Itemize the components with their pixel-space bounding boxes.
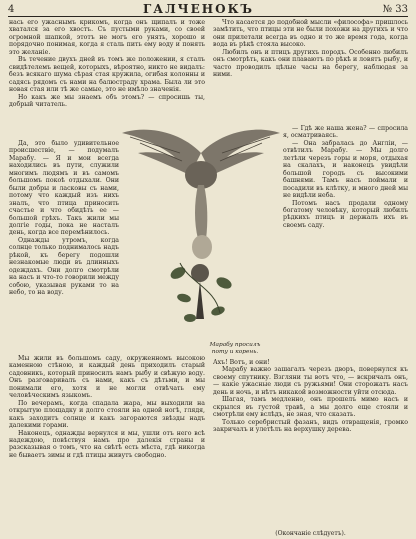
paragraph: — Она забралась до Англіи, — отвѣтилъ Марабу. — Мы долго летѣли черезъ горы и моря, отдыхая на скалахъ, и наконецъ увидѣли большой городъ съ высокими башнями. Тамъ насъ поймали и посадили въ клѣтку, и много дней мы не видѣли неба. (283, 139, 408, 200)
paragraph: Да, это было удивительное происшествіе, — подумалъ Марабу. — Я и мои всегда находились въ пути, служили многимъ людямъ и въ самомъ большомъ покоѣ отдыхали. Они были добры и ласковы съ нами, потому что каждый изъ нихъ зналъ, что птица приносить счастье и что обидѣть ее — большой грѣхъ. Такъ жили мы долгіе годы, пока не насталъ день, когда все перемѣнилось. (9, 140, 119, 237)
page-header (8, 2, 408, 16)
paragraph: По вечерамъ, когда спадала жара, мы выходили на открытую площадку и долго стояли на одной ногѣ, глядя, какъ заходитъ солнце и какъ загораются звѣзды надъ далекими горами. (9, 399, 205, 430)
paragraph: Любилъ онъ и птицъ другихъ породъ. Особенно любилъ онъ смотрѣть, какъ они плаваютъ по рѣкѣ и ловятъ рыбу, и часто проводилъ цѣлые часы на берегу, наблюдая за ними. (213, 48, 408, 79)
paragraph: Марабу важно зашагалъ черезъ дворъ, повернулся къ своему спутнику. Взгляни ты вотъ что, — вскричалъ онъ, — какіе ужасные люди съ ружьями! Они сторожатъ насъ день и ночь, и нѣтъ никакой возможности уйти отсюда. (213, 366, 408, 396)
paragraph: — Гдѣ же наша жена? — спросила я, осматриваясь. (283, 125, 408, 140)
column-right-bottom (213, 359, 408, 531)
column-left-middle (9, 140, 119, 353)
paragraph: Однажды утромъ, когда солнце только поднималось надъ рѣкой, къ берегу подошли незнакомые люди въ длинныхъ одеждахъ. Они долго смотрѣли на насъ и что-то говорили между собою, указывая руками то на небо, то на воду. (9, 236, 119, 297)
paragraph: нась его ужаснымъ крикомъ, когда онъ щипалъ и тоже хватался за его хвостъ. Съ пустыми руками, со своей огромной шапкой, этотъ не могъ его унять, хорошо и порядочно понимая, когда я сталь пить ему воду и понять это желаніе. (9, 19, 205, 56)
figure-caption: Марабу просилъ поту и корень. (209, 342, 261, 355)
column-left-top (9, 19, 205, 139)
paragraph: Потомъ насъ продали одному богатому человѣку, который любилъ рѣдкихъ птицъ и держалъ ихъ въ своемъ саду. (283, 199, 408, 229)
column-right-top (213, 19, 408, 123)
paragraph: Только серебристый фазанъ, видъ отвращенія, громко закричалъ и улетѣлъ на верхушку дерева. (213, 418, 408, 434)
page-number: 4 (8, 3, 15, 15)
paragraph: Наконецъ, однажды вернулся и мы, ушли отъ него всѣ надеждою, повѣствуя намъ про далекія страны и разсказывая о томъ, что на свѣтѣ есть мѣста, гдѣ никогда не бываетъ зимы и гдѣ птицы живутъ свободно. (9, 429, 205, 459)
column-left-bottom (9, 355, 205, 531)
marabou-illustration (120, 123, 282, 333)
issue-number: № 33 (382, 3, 408, 15)
paragraph: Что касается до подобной мысли «философа» пришлось замѣтить, что птицы эти не были похожи на другихъ и что они прилетали всегда въ одно и то же время года, когда вода въ рѣкѣ стояла высоко. (213, 19, 408, 49)
paragraph: Но какъ же мы знаемъ объ этомъ? — спросишь ты, добрый читатель. (9, 93, 205, 108)
continuation-note: (Окончаніе слѣдуетъ). (275, 530, 346, 537)
magazine-title: ГАЛЧЕНОКЪ (143, 2, 254, 16)
paragraph: Ахъ! Вотъ, и они! (213, 359, 270, 366)
paragraph: Въ течение двухъ дней въ томъ же положении, я сталъ свидѣтелемъ вещей, которыхъ, вѣроятно, никто не видалъ: безъ всякаго шума сѣрая стая кружила, огибая колонны и садясь рядомъ съ нами на балюстраду храма. Была ли это новая стая или тѣ же самые, это не имѣло значенія. (9, 56, 205, 94)
column-right-middle (283, 125, 408, 357)
paragraph: Мы жили въ большомъ саду, окруженномъ высокою каменною стѣною, и каждый день приходилъ старый садовникъ, который приносилъ намъ рыбу и свѣжую воду. Онъ разговаривалъ съ нами, какъ съ дѣтьми, и мы понимали его, хотя и не могли отвѣчать ему человѣческимъ языкомъ. (9, 355, 205, 400)
paragraph: Шагая, тамъ медленно, онъ прошелъ мимо насъ и скрылся въ густой травѣ, а мы долго еще стояли и смотрѣли ему вслѣдъ, не зная, что сказать. (213, 396, 408, 419)
header-rule (8, 16, 408, 17)
